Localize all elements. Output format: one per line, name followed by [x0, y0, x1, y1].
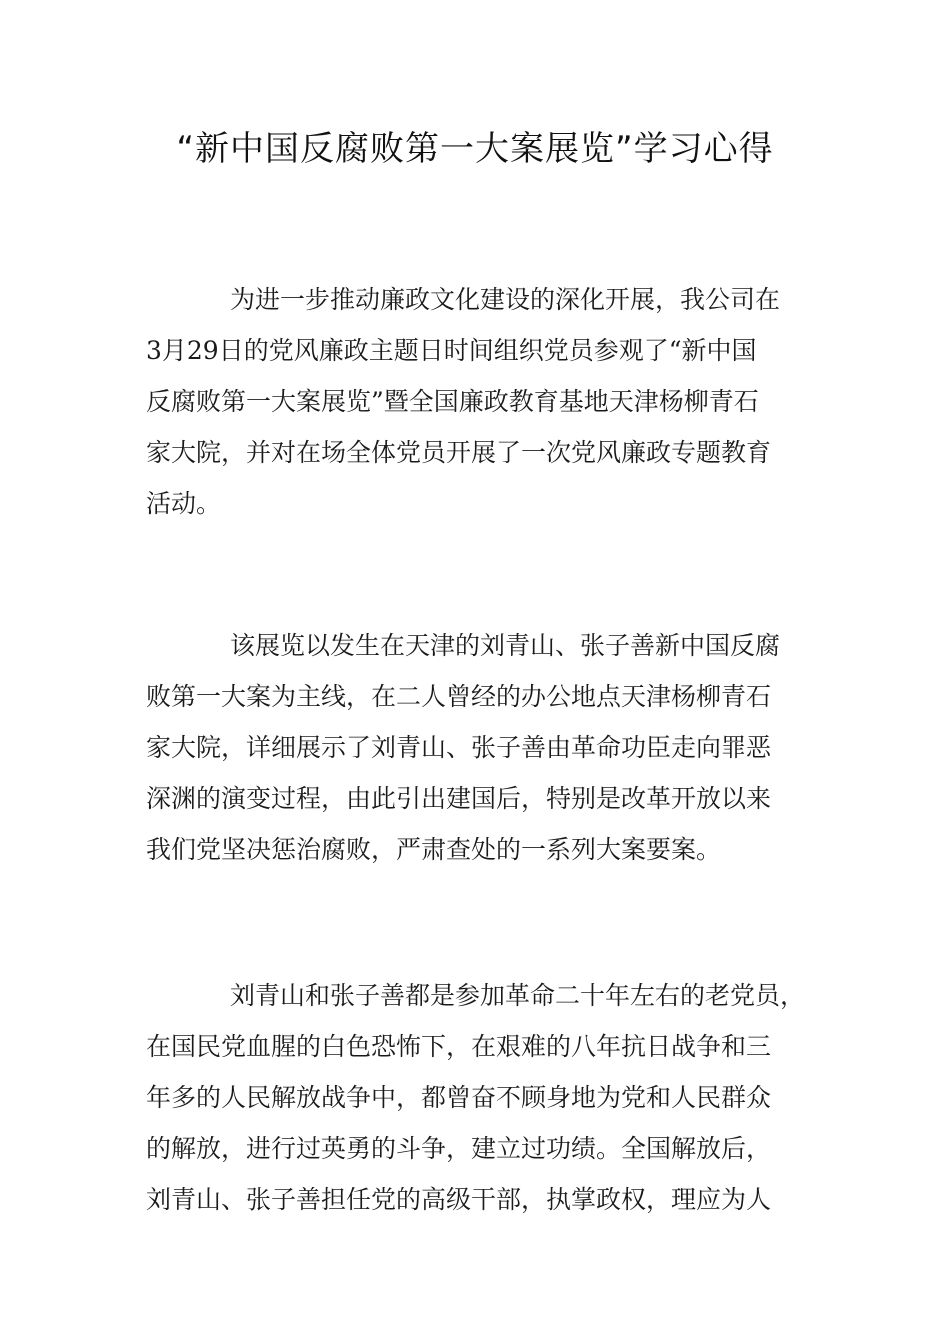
paragraph-line: 我们党坚决惩治腐败，严肃查处的一系列大案要案。 — [146, 835, 722, 864]
paragraph-line: 的解放，进行过英勇的斗争，建立过功绩。全国解放后， — [146, 1134, 772, 1163]
paragraph-line: 家大院，详细展示了刘青山、张子善由革命功臣走向罪恶 — [146, 733, 772, 762]
paragraph-line: 为进一步推动廉政文化建设的深化开展，我公司在 — [230, 285, 781, 314]
paragraph-line: 年多的人民解放战争中，都曾奋不顾身地为党和人民群众 — [146, 1083, 772, 1112]
paragraph-line: 活动。 — [146, 489, 222, 518]
paragraph-line: 3月29日的党风廉政主题日时间组织党员参观了“新中国 — [146, 336, 757, 365]
paragraph-line: 家大院，并对在场全体党员开展了一次党风廉政专题教育 — [146, 438, 772, 467]
paragraph-line: 刘青山和张子善都是参加革命二十年左右的老党员， — [230, 981, 806, 1010]
paragraph-line: 刘青山、张子善担任党的高级干部，执掌政权，理应为人 — [146, 1185, 772, 1214]
paragraph-line: 该展览以发生在天津的刘青山、张子善新中国反腐 — [230, 631, 781, 660]
paragraph-line: 反腐败第一大案展览”暨全国廉政教育基地天津杨柳青石 — [146, 387, 759, 416]
paragraph-3 — [146, 970, 836, 1225]
document-title: “新中国反腐败第一大案展览”学习心得 — [176, 129, 774, 169]
paragraph-line: 在国民党血腥的白色恐怖下，在艰难的八年抗日战争和三 — [146, 1032, 772, 1061]
paragraph-1 — [146, 274, 836, 529]
paragraph-line: 深渊的演变过程，由此引出建国后，特别是改革开放以来 — [146, 784, 772, 813]
paragraph-2 — [146, 620, 836, 875]
paragraph-line: 败第一大案为主线，在二人曾经的办公地点天津杨柳青石 — [146, 682, 772, 711]
